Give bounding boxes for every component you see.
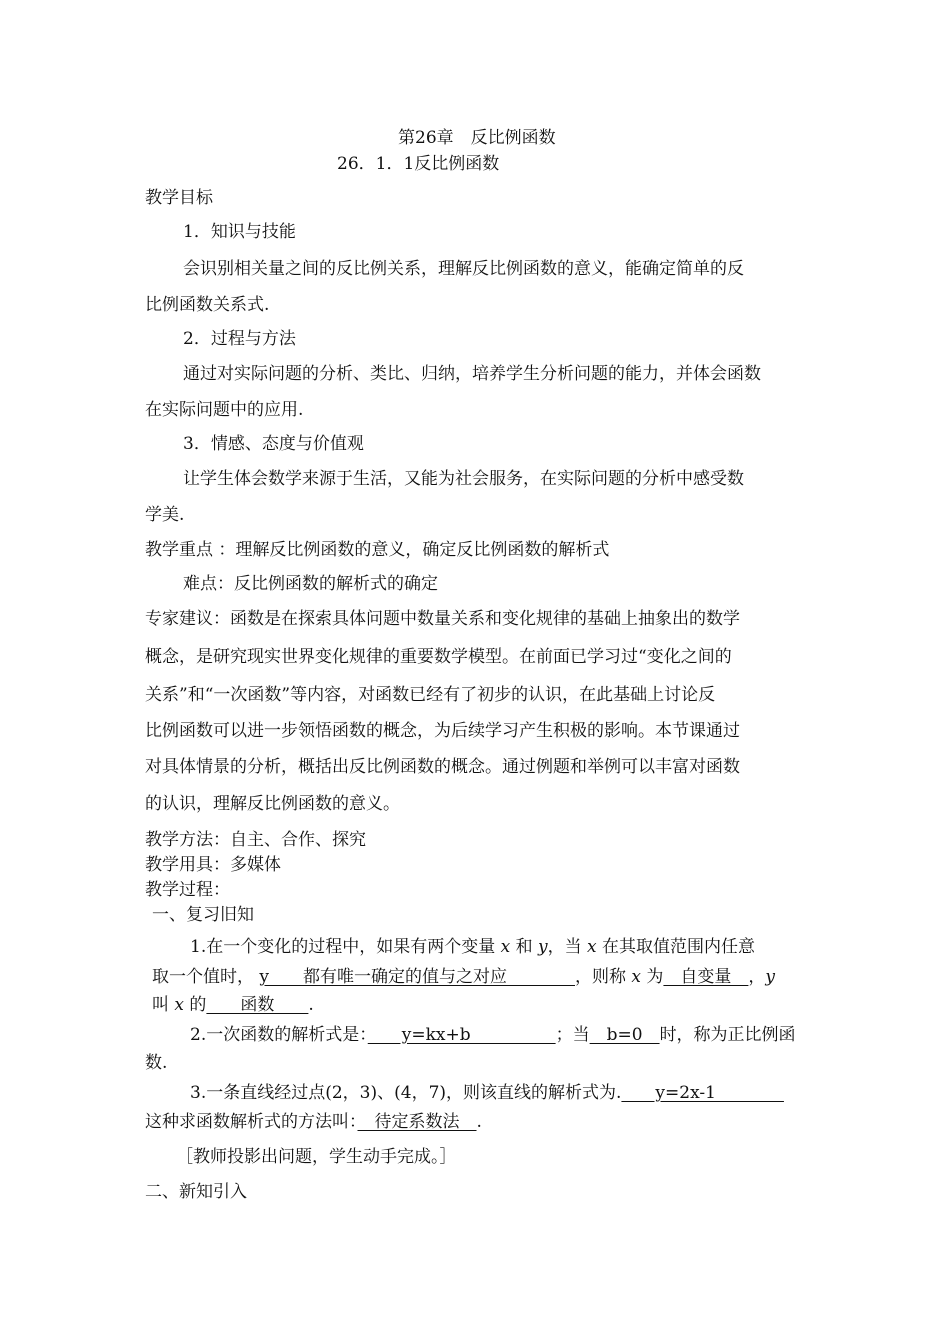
- teaching-tools: 教学用具：多媒体: [145, 855, 281, 875]
- q1-var-x4: x: [174, 995, 184, 1015]
- q3-text-c: .: [476, 1112, 482, 1132]
- expert-line-5: 对具体情景的分析，概括出反比例函数的概念。通过例题和举例可以丰富对函数: [145, 757, 740, 777]
- q3-line2: [145, 1111, 482, 1133]
- q1-var-x: x: [500, 937, 511, 957]
- goal-1-label: 1．知识与技能: [183, 222, 296, 242]
- q1-line1: [190, 936, 755, 958]
- goal-2-label: 2．过程与方法: [183, 329, 296, 349]
- section-title: 26．1．1反比例函数: [337, 154, 500, 174]
- q1-var-y: y: [538, 937, 548, 957]
- q1-blank-3: 函数: [206, 995, 309, 1015]
- chapter-title: 第26章 反比例函数: [398, 128, 556, 148]
- q2-text-c: 时，称为正比例函: [659, 1025, 796, 1045]
- goal-3-text-line1: 让学生体会数学来源于生活，又能为社会服务，在实际问题的分析中感受数: [183, 469, 744, 489]
- q1-text-c: ，当: [547, 937, 588, 957]
- expert-line-4: 比例函数可以进一步领悟函数的概念，为后续学习产生积极的影响。本节课通过: [145, 721, 740, 741]
- goal-3-text-line2: 学美.: [145, 505, 185, 525]
- goal-3-label: 3．情感、态度与价值观: [183, 434, 364, 454]
- q1-blank-1: y 都有唯一确定的值与之对应: [259, 967, 576, 987]
- q1-var-y2: y: [765, 967, 776, 987]
- expert-line-1: 专家建议：函数是在探索具体问题中数量关系和变化规律的基础上抽象出的数学: [145, 609, 740, 629]
- expert-line-3: 关系”和“一次函数”等内容，对函数已经有了初步的认识，在此基础上讨论反: [145, 685, 716, 705]
- q1-text-e: 取一个值时，: [152, 967, 260, 987]
- q2-text-a: 2.一次函数的解析式是：: [190, 1025, 368, 1045]
- q3-text-a: 3.一条直线经过点(2，3)、(4，7)，则该直线的解析式为.: [190, 1083, 622, 1103]
- q1-line2: [152, 966, 775, 988]
- difficulty: 难点：反比例函数的解析式的确定: [183, 574, 438, 594]
- q1-text-a: 1.在一个变化的过程中，如果有两个变量: [190, 937, 501, 957]
- q3-blank-1: y=2x-1: [621, 1083, 784, 1103]
- goal-2-text-line1: 通过对实际问题的分析、类比、归纳，培养学生分析问题的能力，并体会函数: [183, 364, 761, 384]
- q2-line2: 数.: [145, 1053, 168, 1073]
- q3-line1: [190, 1082, 784, 1104]
- goal-1-text-line2: 比例函数关系式.: [145, 295, 270, 315]
- q1-text-d: 在其取值范围内任意: [596, 937, 756, 957]
- expert-line-2: 概念，是研究现实世界变化规律的重要数学模型。在前面已学习过“变化之间的: [145, 647, 732, 667]
- q2-blank-2: b=0: [589, 1025, 660, 1045]
- q1-var-x2: x: [587, 937, 597, 957]
- q1-text-i: 叫: [152, 995, 175, 1015]
- goal-1-text-line1: 会识别相关量之间的反比例关系，理解反比例函数的意义，能确定简单的反: [183, 259, 744, 279]
- q2-line1: [190, 1024, 796, 1046]
- q2-text-b: ；当: [555, 1025, 590, 1045]
- part2-heading: 二、新知引入: [145, 1182, 247, 1202]
- q3-blank-2: 待定系数法: [357, 1112, 477, 1132]
- q1-text-j: 的: [184, 995, 207, 1015]
- q1-text-k: .: [308, 995, 314, 1015]
- goal-2-text-line2: 在实际问题中的应用.: [145, 400, 304, 420]
- q1-blank-2: 自变量: [663, 967, 749, 987]
- q1-text-g: 为: [641, 967, 664, 987]
- q1-text-b: 和: [510, 937, 539, 957]
- q1-text-f: ，则称: [575, 967, 632, 987]
- q1-text-h: ，: [748, 967, 766, 987]
- key-point: 教学重点 ：理解反比例函数的意义，确定反比例函数的解析式: [145, 540, 610, 560]
- expert-line-6: 的认识，理解反比例函数的意义。: [145, 794, 400, 814]
- teaching-process: 教学过程：: [145, 880, 230, 900]
- part1-heading: 一、复习旧知: [152, 905, 254, 925]
- teacher-note: ［教师投影出问题，学生动手完成。］: [176, 1147, 457, 1167]
- q2-blank-1: y=kx+b: [367, 1025, 556, 1045]
- goals-heading: 教学目标: [145, 188, 213, 208]
- q1-var-x3: x: [631, 967, 642, 987]
- q3-text-b: 这种求函数解析式的方法叫：: [145, 1112, 358, 1132]
- q1-line3: [152, 994, 314, 1016]
- teaching-method: 教学方法：自主、合作、探究: [145, 830, 366, 850]
